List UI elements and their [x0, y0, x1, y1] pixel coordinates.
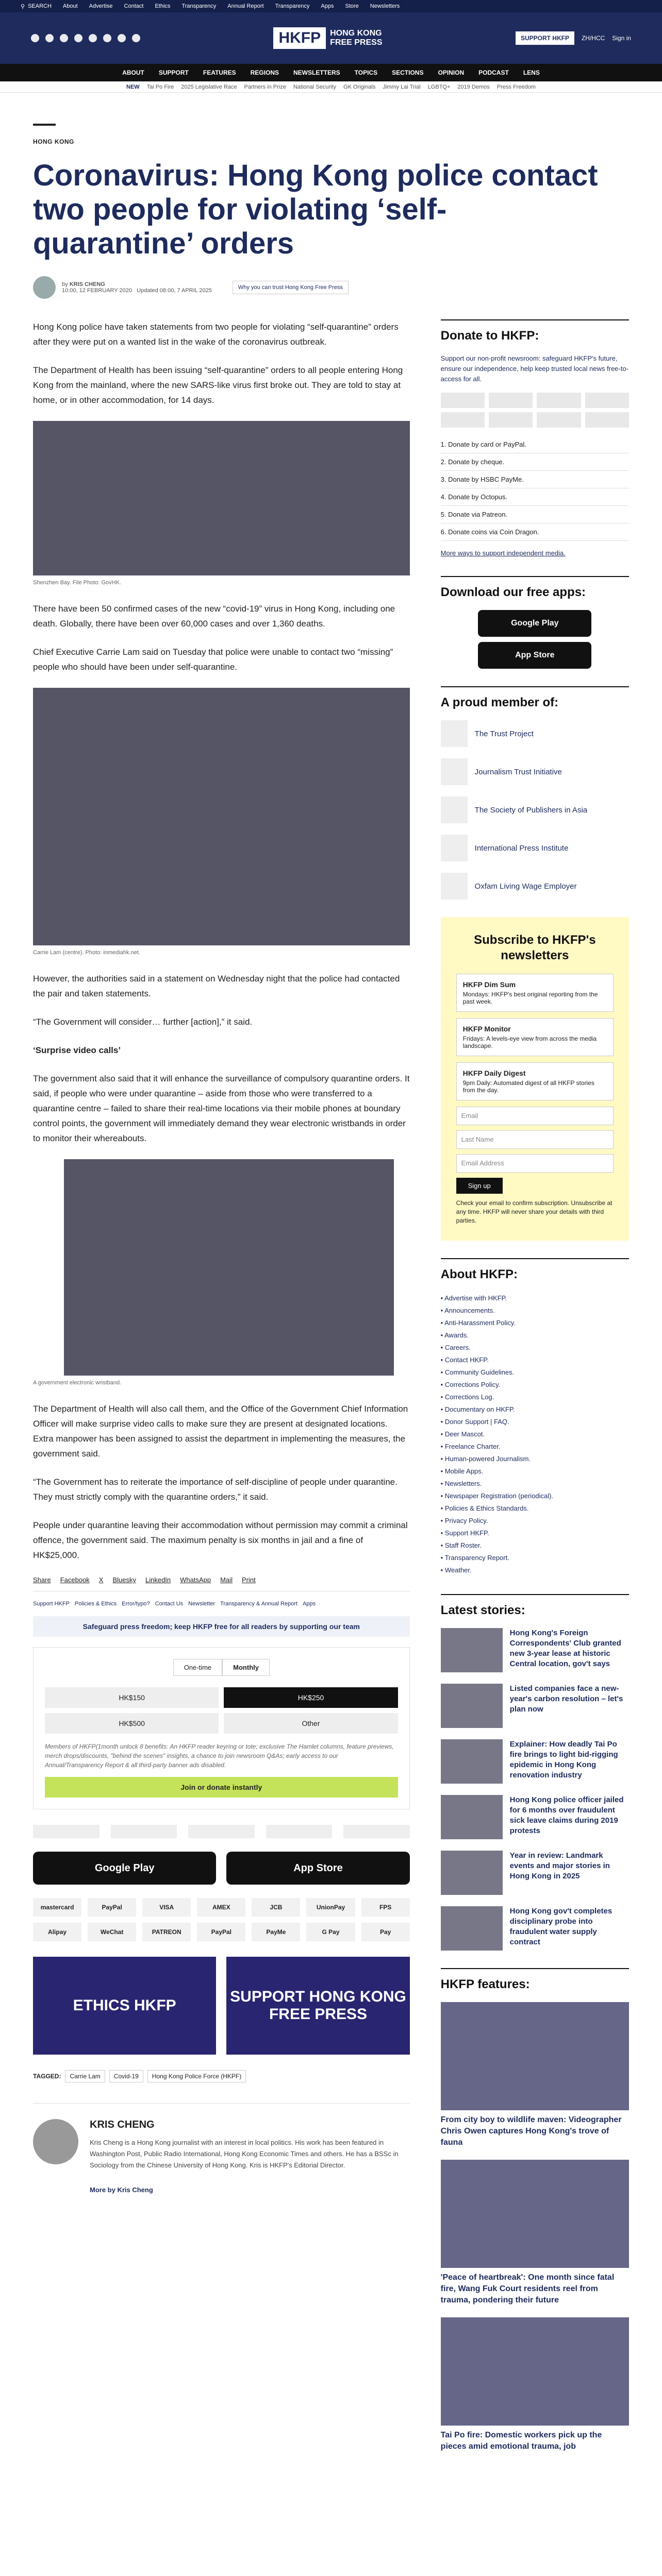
- newsletter-option[interactable]: [456, 1018, 614, 1056]
- trending-item[interactable]: Partners in Prize: [244, 83, 286, 90]
- member-item[interactable]: [441, 796, 629, 823]
- policy-link[interactable]: Policies & Ethics: [74, 1601, 117, 1607]
- membership-note: Members of HKFP(1month unlock 8 benefits: An HKFP reader keyring or tote; exclusive The Hamlet columns, feature previews, merch drops/discounts, "behind the scenes" insights, a chance to join newsroom Q&As; early access to our Annual/Transparency Report & all third-party banner ads disabled.: [45, 1743, 394, 1769]
- member-title: A proud member of:: [440, 696, 559, 709]
- article-paragraph: However, the authorities said in a statement on Wednesday night that the police had contacted the pair and taken statements.: [33, 974, 400, 998]
- trending-label: NEW: [126, 83, 140, 90]
- join-button[interactable]: Join or donate instantly: [45, 1777, 398, 1798]
- payme-icon: PayMe: [252, 1923, 300, 1941]
- share-whatsapp[interactable]: WhatsApp: [180, 1576, 211, 1584]
- trending-item[interactable]: GK Originals: [343, 83, 376, 90]
- share-label: Share: [33, 1576, 51, 1584]
- nav-regions[interactable]: REGIONS: [250, 69, 279, 76]
- donate-option[interactable]: 1. Donate by card or PayPal.: [441, 436, 629, 453]
- about-link[interactable]: • Awards.: [440, 1331, 469, 1339]
- card-logo: [441, 412, 485, 428]
- sopa-icon: [441, 796, 468, 823]
- about-link[interactable]: • Staff Roster.: [440, 1541, 482, 1549]
- card-logo: [585, 412, 629, 428]
- topbar-link-ethics[interactable]: Ethics: [155, 3, 171, 9]
- more-by-author[interactable]: More by Kris Cheng: [90, 2186, 153, 2194]
- ipi-logo: [266, 1825, 333, 1838]
- site-logo[interactable]: [273, 27, 382, 49]
- donate-panel: [441, 319, 629, 558]
- nav-opinion[interactable]: OPINION: [438, 69, 465, 76]
- story-headline: Listed companies face a new-year's carbon resolution – let's plan now: [509, 1684, 623, 1714]
- topbar-link-store[interactable]: Store: [345, 3, 359, 9]
- article-paragraph: “The Government has to reiterate the importance of self-discipline of people under quarantine. They must strictly comply with the quarantine orders,” it said.: [33, 1477, 398, 1502]
- patreon-icon: PATREON: [142, 1923, 191, 1941]
- story-headline: Year in review: Landmark events and major stories in Hong Kong in 2025: [509, 1851, 610, 1880]
- nav-topics[interactable]: TOPICS: [354, 69, 378, 76]
- feature-story[interactable]: [441, 2002, 629, 2148]
- about-link[interactable]: • Support HKFP.: [440, 1529, 489, 1537]
- author-photo: [33, 2119, 78, 2164]
- about-link[interactable]: • Careers.: [440, 1344, 471, 1351]
- story-headline: Hong Kong police officer jailed for 6 months over fraudulent sick leave claims during 2019 protests: [509, 1795, 624, 1835]
- latest-title: Latest stories:: [440, 1603, 525, 1617]
- feature-headline: From city boy to wildlife maven: Videographer Chris Owen captures Hong Kong's trove of fauna: [440, 2115, 622, 2147]
- about-link[interactable]: • Human-powered Journalism.: [440, 1455, 531, 1463]
- share-x[interactable]: X: [98, 1576, 104, 1584]
- about-link[interactable]: • Donor Support | FAQ.: [440, 1418, 509, 1426]
- ethics-promo-video[interactable]: ETHICS HKFP: [33, 1957, 216, 2055]
- topbar-link-advertise[interactable]: Advertise: [89, 3, 113, 9]
- feature-image: [441, 2160, 629, 2268]
- author-box-name[interactable]: KRIS CHENG: [90, 2119, 155, 2130]
- about-link[interactable]: • Corrections Log.: [440, 1393, 494, 1401]
- topbar-link-annual-report[interactable]: Annual Report: [227, 3, 264, 9]
- topbar-link-contact[interactable]: Contact: [124, 3, 144, 9]
- article-paragraph: “The Government will consider… further [action],” it said.: [33, 1017, 253, 1027]
- site-header: [0, 12, 662, 64]
- article-paragraph: The Department of Health has been issuing “self-quarantine” orders to all people entering Hong Kong from the mainland, where the new SARS-like virus first broke out. They are told to stay at home, or in other accommodation, for 14 days.: [33, 365, 403, 405]
- paypal-icon: PayPal: [88, 1898, 136, 1917]
- tags-label: TAGGED:: [33, 2073, 61, 2080]
- member-item[interactable]: [441, 758, 629, 785]
- facebook-icon[interactable]: [31, 34, 39, 42]
- newsletter-title: Subscribe to HKFP's newsletters: [474, 933, 596, 962]
- social-links: [31, 34, 140, 42]
- applepay-icon: Pay: [361, 1923, 410, 1941]
- article-subheading: ‘Surprise video calls’: [33, 1045, 121, 1055]
- article-paragraph: The government also said that it will enhance the surveillance of compulsory quarantine orders. It said, if people who were under quarantine – aside from those who were transferred to a quarantine centre – failed to share their real-time locations via their mobile phones at boundary control points, the government will immediately demand they wear electronic wristbands in order to monitor their whereabouts.: [33, 1074, 410, 1143]
- card-logo: [441, 393, 485, 408]
- feature-headline: Tai Po fire: Domestic workers pick up the pieces amid emotional trauma, job: [440, 2431, 602, 2451]
- support-banner[interactable]: Safeguard press freedom; keep HKFP free for all readers by supporting our team: [33, 1616, 410, 1637]
- story-headline: Hong Kong's Foreign Correspondents' Club granted new 3-year lease at historic Central location, gov't says: [509, 1629, 621, 1668]
- about-link[interactable]: • Anti-Harassment Policy.: [440, 1319, 516, 1327]
- about-link[interactable]: • Freelance Charter.: [440, 1443, 501, 1450]
- member-logos-row: [33, 1825, 410, 1838]
- nav-sections[interactable]: SECTIONS: [392, 69, 424, 76]
- card-logo: [489, 393, 533, 408]
- about-link[interactable]: • Advertise with HKFP.: [440, 1294, 507, 1302]
- story-thumbnail: [441, 1739, 503, 1784]
- donate-option[interactable]: 4. Donate by Octopus.: [441, 488, 629, 506]
- fps-icon: FPS: [361, 1898, 410, 1917]
- visa-icon: VISA: [142, 1898, 191, 1917]
- amount-option-selected[interactable]: HK$250: [224, 1687, 398, 1708]
- feature-image: [441, 2002, 629, 2110]
- article-header: [0, 93, 662, 299]
- feature-image: [441, 2317, 629, 2426]
- more-ways-link[interactable]: More ways to support independent media.: [440, 549, 566, 557]
- mastercard-icon: mastercard: [33, 1898, 81, 1917]
- trending-item[interactable]: 2025 Legislative Race: [181, 83, 237, 90]
- paypal-icon: PayPal: [197, 1923, 245, 1941]
- newsletter-panel: [441, 917, 629, 1241]
- about-link[interactable]: • Contact HKFP.: [440, 1356, 489, 1364]
- about-link[interactable]: • Mobile Apps.: [440, 1467, 484, 1475]
- amount-option[interactable]: HK$500: [45, 1713, 219, 1734]
- newsletter-note: Check your email to confirm subscription. Unsubscribe at any time. HKFP will never share your details with third parties.: [456, 1199, 613, 1224]
- topbar-link-transparency[interactable]: Transparency: [181, 3, 217, 9]
- policy-link[interactable]: Newsletter: [188, 1601, 216, 1607]
- latest-story[interactable]: [441, 1684, 629, 1728]
- alipay-icon: Alipay: [33, 1923, 81, 1941]
- app-store-badge[interactable]: App Store: [478, 642, 591, 669]
- amex-icon: AMEX: [197, 1898, 245, 1917]
- trending-bar: [0, 81, 662, 93]
- share-print[interactable]: Print: [241, 1576, 256, 1584]
- about-link[interactable]: • Community Guidelines.: [440, 1368, 515, 1376]
- trending-item[interactable]: Jimmy Lai Trial: [383, 83, 421, 90]
- about-link[interactable]: • Corrections Policy.: [440, 1381, 501, 1388]
- top-utility-bar: [0, 0, 662, 12]
- donate-text: Support our non-profit newsroom: safeguard HKFP's future, ensure our independence, help keep trusted local news free-to-access for all.: [440, 354, 628, 383]
- trending-item[interactable]: Tai Po Fire: [146, 83, 174, 90]
- search-label: SEARCH: [28, 3, 52, 9]
- article-title: Coronavirus: Hong Kong police contact two people for violating ‘self-quarantine’ orders: [33, 159, 598, 260]
- gpay-icon: G Pay: [306, 1923, 355, 1941]
- latest-story[interactable]: [441, 1739, 629, 1784]
- trending-item[interactable]: Press Freedom: [496, 83, 536, 90]
- newsletter-desc: Mondays: HKFP's best original reporting from the past week.: [462, 991, 598, 1005]
- policy-link[interactable]: Error/typo?: [122, 1601, 150, 1607]
- about-link[interactable]: • Documentary on HKFP.: [440, 1405, 515, 1413]
- author-bio: Kris Cheng is a Hong Kong journalist with an interest in local politics. His work has been featured in Washington Post, Public Radio International, Hong Kong Economic Times and others. He has a BSSc in Sociology from the Chinese University of Hong Kong. Kris is HKFP's Editorial Director.: [90, 2139, 399, 2169]
- card-logo: [537, 393, 581, 408]
- language-switch[interactable]: ZH/HCC: [581, 35, 605, 42]
- nav-newsletters[interactable]: NEWSLETTERS: [293, 69, 340, 76]
- donate-option[interactable]: 2. Donate by cheque.: [441, 453, 629, 471]
- logo-line-1: HONG KONG: [330, 29, 382, 38]
- oxfam-logo: [343, 1825, 410, 1838]
- about-link[interactable]: • Announcements.: [440, 1307, 495, 1314]
- photo-caption: A government electronic wristband.: [33, 1380, 122, 1386]
- publish-date: 10:00, 12 FEBRUARY 2020: [62, 287, 132, 294]
- about-link[interactable]: • Transparency Report.: [440, 1554, 509, 1562]
- about-title: About HKFP:: [440, 1267, 518, 1281]
- logo-mark: HKFP: [273, 27, 326, 49]
- trust-project-icon: [441, 720, 468, 747]
- latest-story[interactable]: [441, 1628, 629, 1672]
- author-name[interactable]: KRIS CHENG: [69, 281, 105, 287]
- story-headline: Hong Kong gov't completes disciplinary probe into fraudulent water supply contract: [509, 1907, 613, 1946]
- about-link[interactable]: • Policies & Ethics Standards.: [440, 1504, 529, 1512]
- feature-story[interactable]: [441, 2317, 629, 2452]
- signin-link[interactable]: Sign in: [612, 35, 631, 42]
- about-link[interactable]: • Weather.: [440, 1566, 472, 1574]
- nav-support[interactable]: SUPPORT: [158, 69, 189, 76]
- share-bluesky[interactable]: Bluesky: [112, 1576, 136, 1584]
- topbar-link-newsletters[interactable]: Newsletters: [370, 3, 400, 9]
- trust-link[interactable]: Why you can trust Hong Kong Free Press: [233, 281, 349, 294]
- features-title: HKFP features:: [440, 1977, 530, 1991]
- share-linkedin[interactable]: LinkedIn: [145, 1576, 171, 1584]
- first-name-field[interactable]: Email: [456, 1107, 614, 1125]
- story-headline: Explainer: How deadly Tai Po fire brings to light bid-rigging epidemic in Hong Kong renovation industry: [509, 1740, 618, 1780]
- donate-option[interactable]: 5. Donate via Patreon.: [441, 506, 629, 523]
- linkedin-icon[interactable]: [103, 34, 111, 42]
- about-link[interactable]: • Newsletters.: [440, 1480, 482, 1487]
- logo-line-2: FREE PRESS: [330, 38, 383, 47]
- support-hkfp-button[interactable]: SUPPORT HKFP: [516, 31, 574, 45]
- member-item[interactable]: [441, 720, 629, 747]
- newsletter-option[interactable]: [456, 974, 614, 1012]
- trust-project-logo: [33, 1825, 100, 1838]
- newsletter-desc: Fridays: A levels-eye view from across the media landscape.: [462, 1035, 597, 1049]
- story-thumbnail: [441, 1684, 503, 1728]
- article-paragraph: People under quarantine leaving their accommodation without permission may commit a criminal offence, the government said. The maximum penalty is six months in jail and a fine of HK$25,000.: [33, 1520, 408, 1560]
- member-panel: [441, 686, 629, 900]
- card-logos: [441, 393, 629, 428]
- feature-story[interactable]: [441, 2160, 629, 2306]
- member-item[interactable]: [441, 873, 629, 900]
- article-paragraph: The Department of Health will also call them, and the Office of the Government Chief Information Officer will make surprise video calls to make sure they are present at designated locations. Extra manpower has been assigned to assist the department in implementing the measures, the government said.: [33, 1404, 408, 1459]
- story-thumbnail: [441, 1795, 503, 1839]
- freq-monthly[interactable]: Monthly: [222, 1659, 270, 1676]
- topbar-link-apps[interactable]: Apps: [321, 3, 334, 9]
- policy-link[interactable]: Support HKFP: [33, 1601, 70, 1607]
- policy-links: [33, 1601, 410, 1607]
- nav-lens[interactable]: LENS: [523, 69, 540, 76]
- signup-button[interactable]: Sign up: [456, 1178, 503, 1194]
- jcb-icon: JCB: [252, 1898, 300, 1917]
- latest-story[interactable]: [441, 1906, 629, 1951]
- story-thumbnail: [441, 1851, 503, 1895]
- about-link[interactable]: • Deer Mascot.: [440, 1430, 485, 1438]
- card-logo: [537, 412, 581, 428]
- article-body: [33, 319, 410, 2470]
- newsletter-name: HKFP Dim Sum: [462, 980, 516, 989]
- latest-panel: [441, 1594, 629, 1951]
- donation-widget: [33, 1647, 410, 1809]
- newsletter-name: HKFP Daily Digest: [462, 1069, 526, 1077]
- tag[interactable]: Carrie Lam: [65, 2070, 105, 2082]
- member-name: The Society of Publishers in Asia: [474, 805, 588, 815]
- trending-item[interactable]: LGBTQ+: [427, 83, 451, 90]
- author-avatar: [33, 276, 56, 299]
- google-play-button[interactable]: Google Play: [33, 1852, 216, 1885]
- nav-podcast[interactable]: PODCAST: [478, 69, 509, 76]
- nav-features[interactable]: FEATURES: [203, 69, 236, 76]
- photo-caption: Shenzhen Bay. File Photo: GovHK.: [33, 580, 121, 586]
- topbar-link-transparency-2[interactable]: Transparency: [275, 3, 310, 9]
- latest-story[interactable]: [441, 1851, 629, 1895]
- logo-wordmark: [330, 29, 382, 47]
- oxfam-icon: [441, 873, 468, 900]
- youtube-icon[interactable]: [89, 34, 97, 42]
- donate-option[interactable]: 6. Donate coins via Coin Dragon.: [441, 523, 629, 541]
- about-link[interactable]: • Newspaper Registration (periodical).: [440, 1492, 554, 1500]
- updated-date: Updated 08:00, 7 APRIL 2025: [137, 287, 212, 294]
- unionpay-icon: UnionPay: [306, 1898, 355, 1917]
- about-links: [441, 1292, 629, 1577]
- payment-methods: [33, 1898, 410, 1941]
- share-facebook[interactable]: Facebook: [60, 1576, 90, 1584]
- bluesky-icon[interactable]: [118, 34, 126, 42]
- freq-one-time[interactable]: One-time: [173, 1659, 222, 1676]
- donate-option[interactable]: 3. Donate by HSBC PayMe.: [441, 471, 629, 488]
- policy-link[interactable]: Apps: [303, 1601, 316, 1607]
- sopa-logo: [188, 1825, 255, 1838]
- amount-option[interactable]: HK$150: [45, 1687, 219, 1708]
- amount-option[interactable]: Other: [224, 1713, 398, 1734]
- shenzhen-bay-photo: [33, 421, 410, 575]
- carrie-lam-photo: [33, 688, 410, 945]
- article-category[interactable]: HONG KONG: [33, 138, 74, 145]
- apps-panel: [441, 576, 629, 669]
- wechat-icon: WeChat: [88, 1923, 136, 1941]
- sidebar: [441, 319, 629, 2470]
- search-button[interactable]: ⚲ SEARCH: [21, 3, 52, 10]
- member-name: International Press Institute: [474, 843, 569, 853]
- tag[interactable]: Hong Kong Police Force (HKPF): [147, 2070, 246, 2082]
- latest-story[interactable]: [441, 1795, 629, 1839]
- features-panel: [441, 1968, 629, 2452]
- member-name: Journalism Trust Initiative: [474, 767, 562, 776]
- rss-icon[interactable]: [132, 34, 140, 42]
- card-logo: [585, 393, 629, 408]
- instagram-icon[interactable]: [60, 34, 68, 42]
- support-promo-video[interactable]: SUPPORT HONG KONG FREE PRESS: [226, 1957, 409, 2055]
- ipi-icon: [441, 835, 468, 861]
- share-bar: [33, 1576, 410, 1591]
- article-paragraph: Chief Executive Carrie Lam said on Tuesday that police were unable to contact two “missing” people who should have been under self-quarantine.: [33, 647, 393, 672]
- feature-headline: 'Peace of heartbreak': One month since fatal fire, Wang Fuk Court residents reel from trauma, pondering their future: [440, 2273, 615, 2304]
- jti-icon: [441, 758, 468, 785]
- newsletter-name: HKFP Monitor: [462, 1025, 511, 1033]
- tag[interactable]: Covid-19: [109, 2070, 143, 2082]
- about-link[interactable]: • Privacy Policy.: [440, 1517, 488, 1524]
- newsletter-option[interactable]: [456, 1062, 614, 1100]
- google-play-badge[interactable]: Google Play: [478, 610, 591, 637]
- policy-link[interactable]: Transparency & Annual Report: [220, 1601, 298, 1607]
- member-name: Oxfam Living Wage Employer: [474, 882, 577, 891]
- tags: [33, 2070, 410, 2082]
- member-name: The Trust Project: [474, 729, 534, 738]
- nav-about[interactable]: ABOUT: [122, 69, 144, 76]
- story-thumbnail: [441, 1628, 503, 1672]
- x-icon[interactable]: [45, 34, 54, 42]
- topbar-link-about[interactable]: About: [62, 3, 78, 9]
- trending-item[interactable]: 2019 Demos: [457, 83, 490, 90]
- share-mail[interactable]: Mail: [220, 1576, 233, 1584]
- apps-title: Download our free apps:: [440, 585, 586, 599]
- threads-icon[interactable]: [74, 34, 82, 42]
- card-logo: [489, 412, 533, 428]
- last-name-field[interactable]: Last Name: [456, 1130, 614, 1149]
- article-paragraph: There have been 50 confirmed cases of the new “covid-19” virus in Hong Kong, including one death. Globally, there have been over 60,000 cases and over 1,360 deaths.: [33, 604, 395, 629]
- app-store-button[interactable]: App Store: [226, 1852, 409, 1885]
- author-box: [33, 2103, 410, 2209]
- email-field[interactable]: Email Address: [456, 1154, 614, 1173]
- member-item[interactable]: [441, 835, 629, 861]
- jti-logo: [111, 1825, 177, 1838]
- main-nav: [0, 64, 662, 81]
- byline: by KRIS CHENG 10:00, 12 FEBRUARY 2020 Updated 08:00, 7 APRIL 2025 Why you can trust Hong Kong Free Press: [33, 276, 629, 299]
- trending-item[interactable]: National Security: [293, 83, 336, 90]
- policy-link[interactable]: Contact Us: [155, 1601, 184, 1607]
- photo-caption: Carrie Lam (centre). Photo: inmediahk.net.: [33, 950, 140, 956]
- about-panel: [441, 1258, 629, 1577]
- newsletter-desc: 9pm Daily: Automated digest of all HKFP stories from the day.: [462, 1079, 594, 1094]
- header-rule: [33, 124, 56, 126]
- wristband-photo: [64, 1159, 394, 1376]
- article-paragraph: Hong Kong police have taken statements from two people for violating “self-quarantine” orders after they were put on a wanted list in the wake of the coronavirus outbreak.: [33, 322, 399, 347]
- story-thumbnail: [441, 1906, 503, 1951]
- donate-title: Donate to HKFP:: [440, 329, 539, 343]
